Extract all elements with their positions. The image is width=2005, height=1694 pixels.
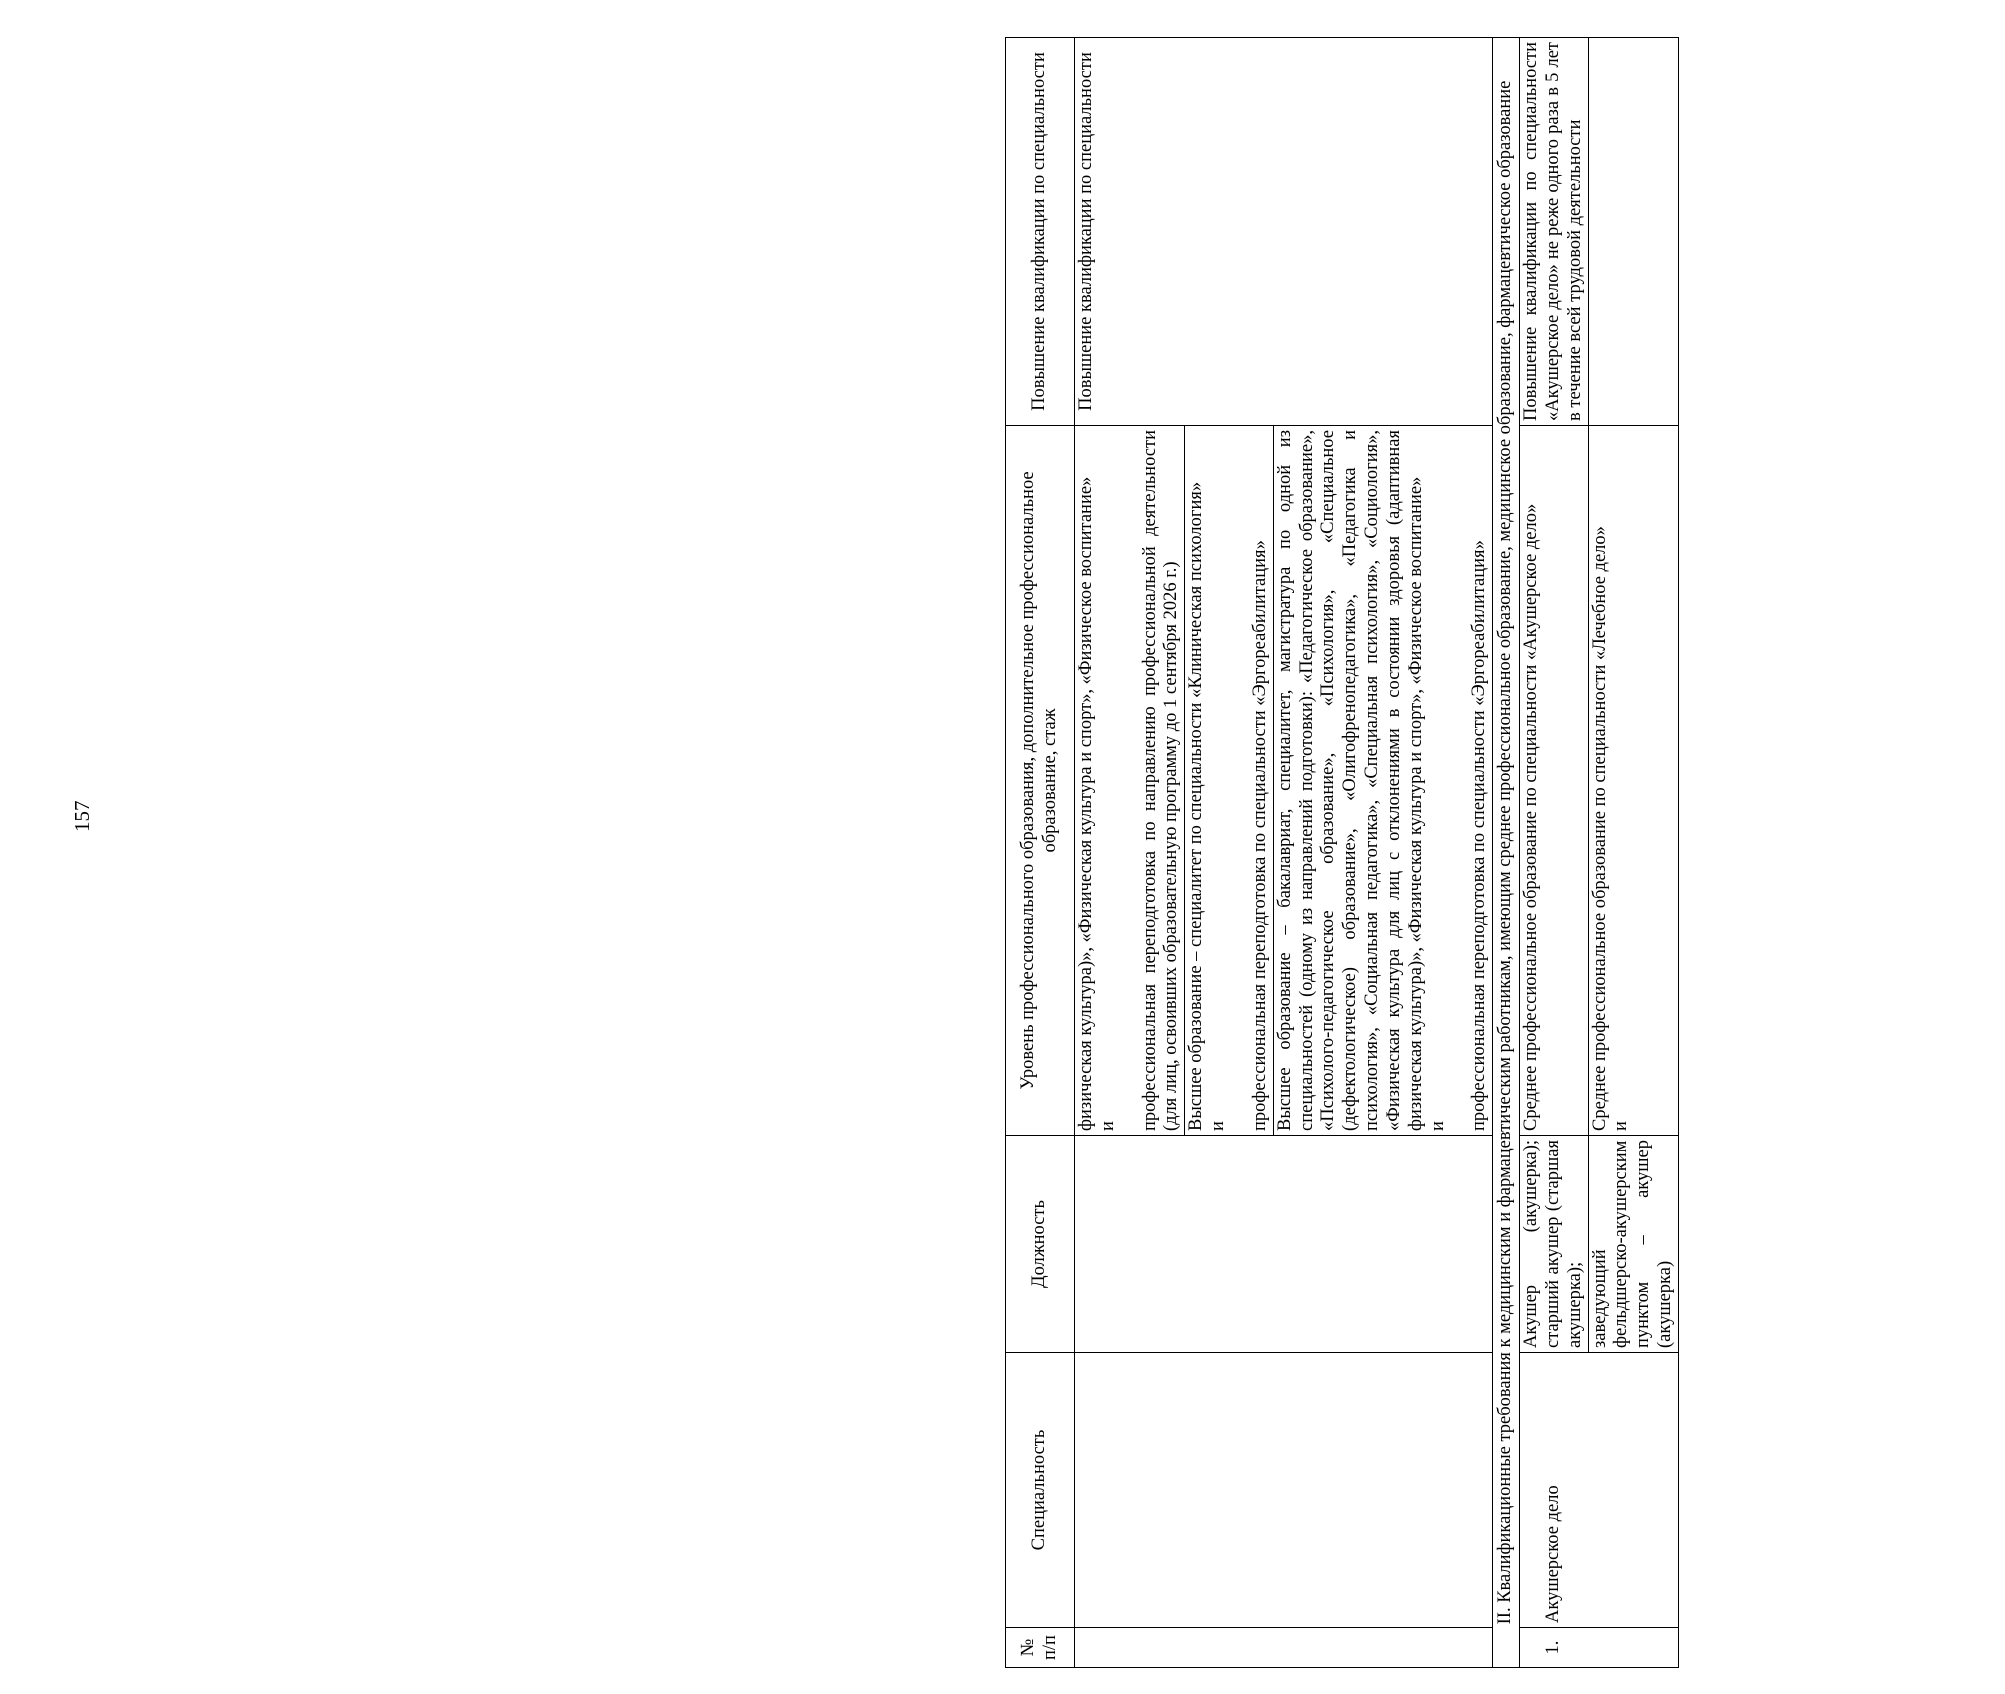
- education-and: и: [1208, 1121, 1229, 1131]
- row-specialty: Акушерское дело: [1520, 1353, 1588, 1628]
- header-education: Уровень профессионального образования, дополнительное профессиональное образование, стаж: [1006, 426, 1075, 1136]
- cont-qualification-cell: Повышение квалификации по специальности: [1075, 38, 1493, 426]
- cont-specialty-cell: [1075, 1353, 1493, 1628]
- row-education-2: [1588, 426, 1678, 1136]
- qualification-table: [1005, 37, 1679, 1668]
- table-row: [1588, 38, 1678, 1668]
- education-text: профессиональная переподготовка по специальности «Эргореабилитация»: [1249, 540, 1270, 1131]
- education-text: Высшее образование – бакалавриат, специалитет, магистратура по одной из специальностей (одному из направлений подготовки): «Педагогическое образование», «Психолого-педагогическое образование», «Психология», «Специальное (дефектологическое) образование», «Олигофренопедагогика», «Педагогика и психология», «Социальная педагогика», «Специальная психология», «Социология», «Физическая культура для лиц с отклонениями в состоянии здоровья (адаптивная физическая культура)», «Физическая культура и спорт», «Физическое воспитание»: [1274, 430, 1426, 1131]
- section-row: [1493, 38, 1520, 1668]
- education-text: профессиональная переподготовка по направлению профессиональной деятельности (для лиц, освоивших образовательную программу до 1 сентября 2026 г.): [1139, 430, 1182, 1131]
- table-header-row: [1006, 38, 1075, 1668]
- education-and: и: [1097, 1121, 1118, 1131]
- cont-education-cell-3: [1273, 426, 1492, 1136]
- section-title: II. Квалификационные требования к медицинским и фармацевтическим работникам, имеющим среднее профессиональное образование, медицинское образование, фармацевтическое образование: [1493, 38, 1520, 1668]
- education-and: и: [1611, 1121, 1632, 1131]
- education-text: физическая культура)», «Физическая культура и спорт», «Физическое воспитание»: [1076, 476, 1096, 1131]
- header-num: № п/п: [1006, 1628, 1075, 1668]
- row-education-1: Среднее профессиональное образование по специальности «Акушерское дело»: [1520, 426, 1588, 1136]
- table-row: [1520, 38, 1588, 1668]
- row-qualification: Повышение квалификации по специальности «Акушерское дело» не реже одного раза в 5 лет в течение всей трудовой деятельности: [1520, 38, 1588, 426]
- education-and: и: [1427, 1121, 1448, 1131]
- cont-education-cell-2: [1185, 426, 1273, 1136]
- header-position: Должность: [1006, 1136, 1075, 1353]
- education-text: Среднее профессиональное образование по специальности «Лечебное дело»: [1589, 526, 1610, 1131]
- row-num-cont: [1588, 1628, 1678, 1668]
- education-text: Высшее образование – специалитет по специальности «Клиническая психология»: [1186, 481, 1207, 1131]
- education-text: профессиональная переподготовка по специальности «Эргореабилитация»: [1469, 540, 1490, 1131]
- rotated-table-wrapper: [1005, 38, 2005, 1668]
- table-row: [1075, 38, 1185, 1668]
- header-qualification: Повышение квалификации по специальности: [1006, 38, 1075, 426]
- row-position-2: заведующий фельдшерско-акушерским пунктом – акушер (акушерка): [1588, 1136, 1678, 1353]
- row-specialty-cont: [1588, 1353, 1678, 1628]
- cont-education-cell-1: [1075, 426, 1185, 1136]
- row-qualification-cont: [1588, 38, 1678, 426]
- header-specialty: Специальность: [1006, 1353, 1075, 1628]
- row-num: 1.: [1520, 1628, 1588, 1668]
- cont-position-cell: [1075, 1136, 1493, 1353]
- cont-num-cell: [1075, 1628, 1493, 1668]
- row-position-1: Акушер (акушерка); старший акушер (старшая акушерка);: [1520, 1136, 1588, 1353]
- page-number: 157: [70, 800, 94, 832]
